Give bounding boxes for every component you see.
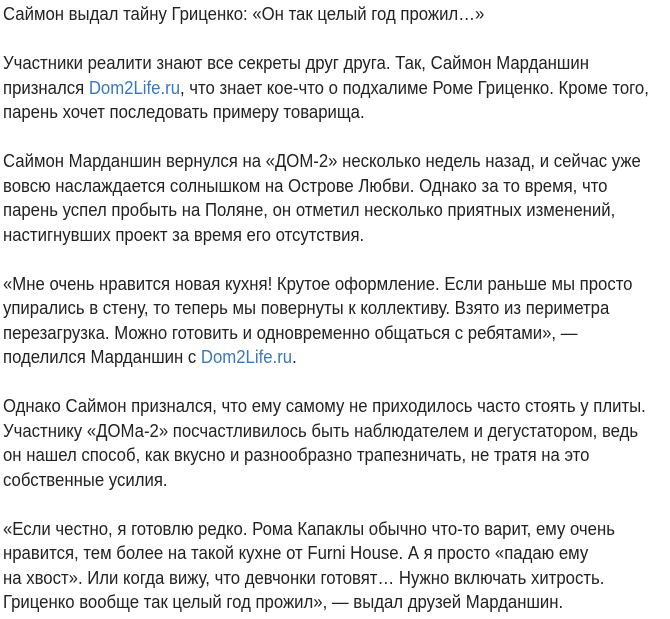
text-line [3, 590, 623, 615]
text-segment: парень успел пробыть на Поляне, он отметил несколько приятных изменений, [3, 200, 616, 220]
dom2life-link[interactable]: Dom2Life.ru [88, 77, 181, 98]
dom2life-link[interactable]: Dom2Life.ru [200, 347, 293, 367]
text-line [3, 517, 623, 542]
text-segment: Гриценко вообще так целый год прожил», — выдал друзей Марданшин. [3, 592, 564, 612]
text-segment: Участники реалити знают все секреты друг друга. Так, Саймон Марданшин [3, 53, 589, 73]
text-line [3, 394, 646, 419]
text-line [3, 272, 633, 297]
paragraph-spacer [3, 492, 670, 517]
text-segment: . [292, 347, 297, 367]
paragraph [3, 149, 670, 247]
text-line [3, 223, 623, 248]
text-line [3, 321, 623, 346]
article-title: Саймон выдал тайну Гриценко: «Он так целый год прожил…» [3, 4, 485, 24]
text-segment: собственные усилия. [3, 469, 168, 490]
text-line [3, 443, 623, 468]
text-line [3, 419, 639, 444]
text-segment: парень хочет последовать примеру товарища. [3, 102, 365, 122]
text-segment: , что знает кое-что о подхалиме Роме Гриценко. Кроме того, [180, 77, 649, 98]
text-segment: «Если честно, я готовлю редко. Рома Капаклы обычно что-то варит, ему очень [3, 518, 615, 539]
text-segment: Однако Саймон признался, что ему самому не приходилось часто стоять у плиты. [3, 396, 646, 416]
text-segment: перезагрузка. Можно готовить и одновременно общаться с ребятами», — [3, 322, 578, 343]
paragraph [3, 394, 670, 492]
text-line [3, 174, 623, 199]
paragraph [3, 517, 670, 615]
text-line [3, 51, 623, 76]
paragraph-spacer [3, 27, 670, 52]
text-segment: нравится, тем более на такой кухне от Furni House. А я просто «падаю ему [3, 543, 589, 563]
text-segment: настигнувших проект за время его отсутствия. [3, 224, 365, 245]
text-segment: признался [3, 77, 89, 98]
paragraph-spacer [3, 247, 670, 272]
paragraph-spacer [3, 125, 670, 150]
text-line [3, 566, 623, 591]
paragraph [3, 272, 670, 370]
text-segment: вовсю наслаждается солнышком на Острове Любви. Однако за то время, что [3, 175, 608, 196]
text-segment: Участнику «ДОМа-2» посчастливилось быть наблюдателем и дегустатором, ведь [3, 420, 639, 441]
text-segment: Саймон Марданшин вернулся на «ДОМ-2» несколько недель назад, и сейчас уже [3, 151, 641, 171]
paragraph-spacer [3, 370, 670, 395]
text-line [3, 76, 649, 101]
text-line [3, 100, 623, 125]
text-line [3, 541, 623, 566]
text-segment: на хвост». Или когда вижу, что девчонки готовят… Нужно включать хитрость. [3, 567, 605, 588]
text-line [3, 149, 641, 174]
text-line [3, 468, 623, 493]
article-body [3, 27, 670, 615]
text-segment: упирались в стену, то теперь мы повернуты к коллективу. Взято из периметра [3, 298, 610, 318]
paragraph [3, 51, 670, 125]
text-line [3, 198, 623, 223]
text-segment: поделился Марданшин с [3, 347, 201, 367]
text-line [3, 345, 623, 370]
text-segment: «Мне очень нравится новая кухня! Крутое оформление. Если раньше мы просто [3, 273, 633, 294]
text-segment: он нашел способ, как вкусно и разнообразно трапезничать, не тратя на это [3, 445, 590, 465]
text-line [3, 296, 623, 321]
